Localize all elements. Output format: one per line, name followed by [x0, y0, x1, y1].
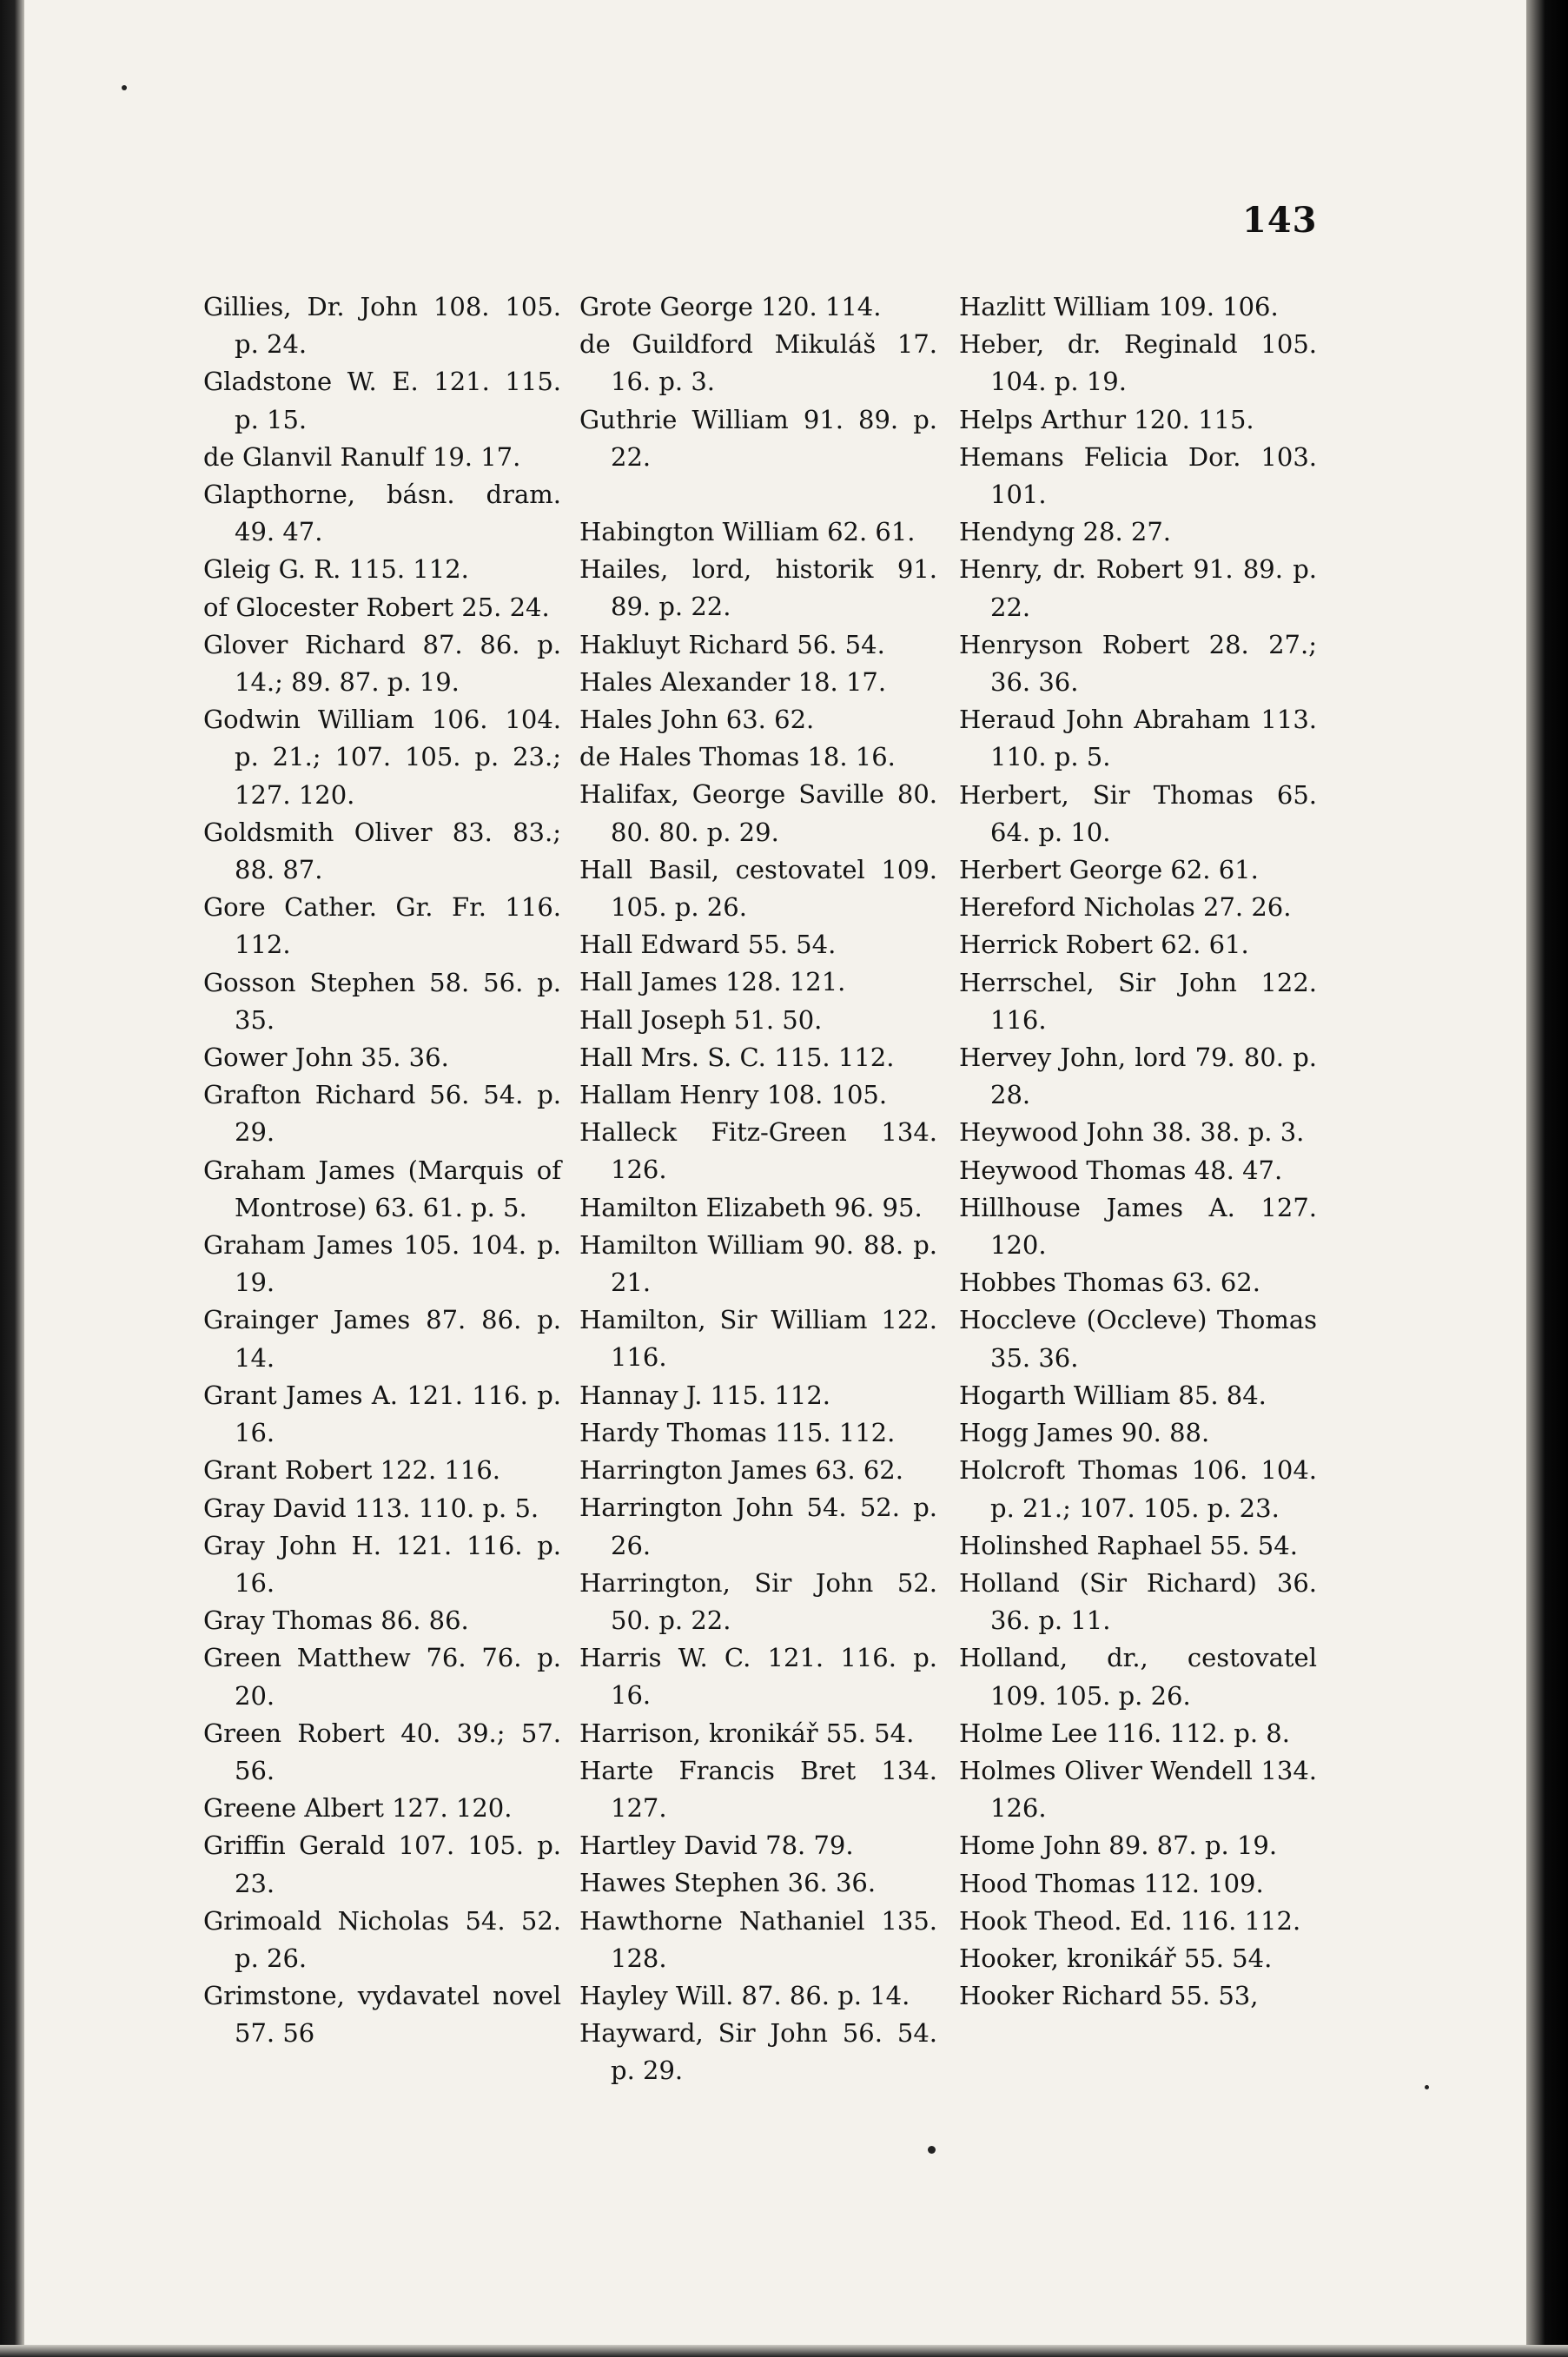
index-entry: Hervey John, lord 79. 80. p. 28. — [959, 1043, 1317, 1110]
index-entry: Godwin William 106. 104. p. 21.; 107. 105. p. 23.; 127. 120. — [203, 705, 561, 810]
index-entry: Gower John 35. 36. — [203, 1043, 449, 1073]
index-entry: Grote George 120. 114. — [579, 292, 882, 321]
index-entry: Holland, dr., cestovatel 109. 105. p. 26. — [959, 1643, 1317, 1711]
index-column-1 — [203, 288, 561, 2053]
index-entry: Hobbes Thomas 63. 62. — [959, 1268, 1260, 1298]
index-entry: of Glocester Robert 25. 24. — [203, 592, 550, 622]
index-entry: Hales John 63. 62. — [579, 705, 815, 735]
index-entry: Gore Cather. Gr. Fr. 116. 112. — [203, 892, 561, 960]
index-entry: Hales Alexander 18. 17. — [579, 666, 887, 697]
index-entry: Grimoald Nicholas 54. 52. p. 26. — [203, 1905, 561, 1973]
index-entry: Hardy Thomas 115. 112. — [579, 1417, 896, 1447]
index-entry: Home John 89. 87. p. 19. — [959, 1831, 1278, 1861]
scan-bottom-edge — [0, 2345, 1568, 2357]
index-entry: Hillhouse James A. 127. 120. — [959, 1192, 1317, 1261]
scan-left-edge — [0, 0, 24, 2357]
index-entry: Green Matthew 76. 76. p. 20. — [203, 1643, 561, 1711]
index-column-2 — [579, 288, 937, 2090]
index-entry: Hall Basil, cestovatel 109. 105. p. 26. — [579, 854, 937, 923]
index-entry: Gray Thomas 86. 86. — [203, 1606, 469, 1636]
index-entry: Hall Mrs. S. C. 115. 112. — [579, 1042, 895, 1072]
index-entry: de Guildford Mikuláš 17. 16. p. 3. — [579, 329, 937, 397]
index-entry: Hamilton Elizabeth 96. 95. — [579, 1192, 923, 1222]
index-entry: Greene Albert 127. 120. — [203, 1793, 513, 1824]
scan-right-edge — [1526, 0, 1568, 2357]
index-entry: Halifax, George Saville 80. 80. 80. p. 29. — [579, 779, 937, 847]
index-entry: Harrison, kronikář 55. 54. — [579, 1718, 915, 1748]
index-entry: Henry, dr. Robert 91. 89. p. 22. — [959, 554, 1317, 622]
index-entry: Hawes Stephen 36. 36. — [579, 1868, 877, 1898]
index-entry: Hawthorne Nathaniel 135. 128. — [579, 1905, 937, 1973]
index-entry: Harte Francis Bret 134. 127. — [579, 1755, 937, 1823]
index-entry: Hamilton, Sir William 122. 116. — [579, 1305, 937, 1373]
index-entry: Hook Theod. Ed. 116. 112. — [959, 1905, 1301, 1936]
index-entry: Hailes, lord, historik 91. 89. p. 22. — [579, 554, 937, 622]
index-entry: Heraud John Abraham 113. 110. p. 5. — [959, 705, 1317, 772]
index-entry: Hannay J. 115. 112. — [579, 1380, 830, 1410]
index-entry: Grainger James 87. 86. p. 14. — [203, 1305, 561, 1373]
index-entry: Hogarth William 85. 84. — [959, 1380, 1267, 1410]
index-entry: Gray David 113. 110. p. 5. — [203, 1493, 539, 1523]
index-entry: Hall Joseph 51. 50. — [579, 1004, 823, 1035]
index-entry: Hereford Nicholas 27. 26. — [959, 892, 1292, 923]
index-entry: Hogg James 90. 88. — [959, 1418, 1210, 1448]
index-entry: Graham James 105. 104. p. 19. — [203, 1230, 561, 1298]
index-entry: Gladstone W. E. 121. 115. p. 15. — [203, 367, 561, 434]
index-entry: Hooker Richard 55. 53, — [959, 1981, 1259, 2011]
index-entry: Glover Richard 87. 86. p. 14.; 89. 87. p. 19. — [203, 629, 561, 698]
index-entry: Heber, dr. Reginald 105. 104. p. 19. — [959, 329, 1317, 397]
index-entry: Halleck Fitz-Green 134. 126. — [579, 1117, 937, 1185]
index-entry: Herbert George 62. 61. — [959, 855, 1259, 885]
index-entry: Hartley David 78. 79. — [579, 1831, 854, 1861]
index-entry: Hallam Henry 108. 105. — [579, 1080, 888, 1110]
index-entry: Hakluyt Richard 56. 54. — [579, 629, 885, 659]
index-entry: Guthrie William 91. 89. p. 22. — [579, 404, 937, 472]
index-entry: Hall James 128. 121. — [579, 967, 846, 997]
index-entry: Hall Edward 55. 54. — [579, 930, 837, 960]
index-entry: Gosson Stephen 58. 56. p. 35. — [203, 967, 561, 1035]
ink-speck — [122, 85, 127, 90]
index-entry: Herrick Robert 62. 61. — [959, 930, 1249, 960]
index-entry: Harris W. C. 121. 116. p. 16. — [579, 1643, 937, 1711]
index-entry: Griffin Gerald 107. 105. p. 23. — [203, 1831, 561, 1898]
index-entry: Holme Lee 116. 112. p. 8. — [959, 1718, 1290, 1748]
index-entry: Harrington John 54. 52. p. 26. — [579, 1493, 937, 1560]
index-entry: Hamilton William 90. 88. p. 21. — [579, 1229, 937, 1298]
index-entry: Harrington, Sir John 52. 50. p. 22. — [579, 1567, 937, 1635]
index-entry: Hayley Will. 87. 86. p. 14. — [579, 1980, 910, 2010]
index-entry: Heywood John 38. 38. p. 3. — [959, 1117, 1305, 1148]
index-entry: Hemans Felicia Dor. 103. 101. — [959, 441, 1317, 510]
index-entry: Holland (Sir Richard) 36. 36. p. 11. — [959, 1567, 1317, 1636]
index-entry: Gillies, Dr. John 108. 105. p. 24. — [203, 292, 561, 360]
index-entry: Helps Arthur 120. 115. — [959, 404, 1254, 434]
index-entry: Gleig G. R. 115. 112. — [203, 554, 469, 585]
index-entry: Green Robert 40. 39.; 57. 56. — [203, 1718, 561, 1785]
index-entry: Holcroft Thomas 106. 104. p. 21.; 107. 105. p. 23. — [959, 1455, 1317, 1523]
index-entry: Habington William 62. 61. — [579, 517, 916, 547]
index-entry: Grafton Richard 56. 54. p. 29. — [203, 1080, 561, 1148]
index-entry: Heywood Thomas 48. 47. — [959, 1155, 1283, 1185]
index-entry: Holinshed Raphael 55. 54. — [959, 1530, 1298, 1560]
index-entry: Gray John H. 121. 116. p. 16. — [203, 1530, 561, 1598]
index-entry: Herrschel, Sir John 122. 116. — [959, 967, 1317, 1035]
index-entry: de Glanvil Ranulf 19. 17. — [203, 441, 521, 472]
ink-speck — [928, 2146, 936, 2154]
index-entry: Glapthorne, básn. dram. 49. 47. — [203, 480, 561, 547]
index-entry: Hendyng 28. 27. — [959, 517, 1171, 547]
index-entry: Hazlitt William 109. 106. — [959, 292, 1279, 321]
index-entry: Graham James (Marquis of Montrose) 63. 61. p. 5. — [203, 1155, 561, 1222]
index-entry: Holmes Oliver Wendell 134. 126. — [959, 1755, 1317, 1824]
index-entry: Grant James A. 121. 116. p. 16. — [203, 1380, 561, 1448]
index-entry: Henryson Robert 28. 27.; 36. 36. — [959, 629, 1317, 698]
index-entry: Hooker, kronikář 55. 54. — [959, 1943, 1273, 1973]
index-entry: Goldsmith Oliver 83. 83.; 88. 87. — [203, 817, 561, 885]
index-entry: Grimstone, vydavatel novel 57. 56 — [203, 1981, 561, 2049]
index-entry: Hayward, Sir John 56. 54. p. 29. — [579, 2018, 937, 2086]
index-entry: Hoccleve (Occleve) Thomas 35. 36. — [959, 1305, 1317, 1373]
index-entry: Grant Robert 122. 116. — [203, 1455, 500, 1486]
page-number: 143 — [1242, 200, 1318, 241]
index-entry: Hood Thomas 112. 109. — [959, 1868, 1264, 1898]
index-column-3 — [959, 288, 1317, 2015]
index-entry: de Hales Thomas 18. 16. — [579, 742, 896, 772]
ink-speck — [1425, 2085, 1429, 2089]
index-entry: Herbert, Sir Thomas 65. 64. p. 10. — [959, 779, 1317, 847]
index-entry: Harrington James 63. 62. — [579, 1455, 903, 1486]
